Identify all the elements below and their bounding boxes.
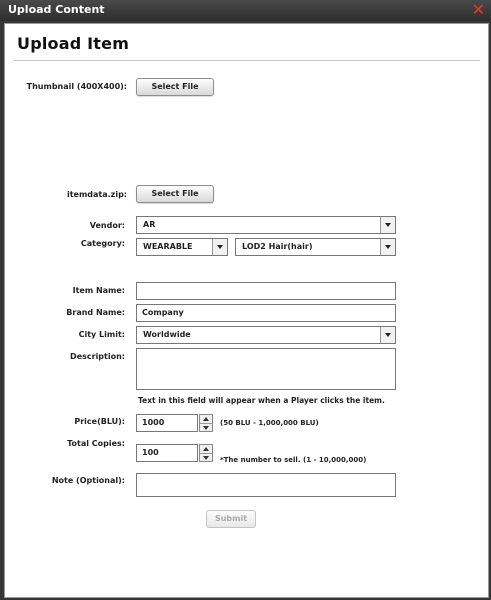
city-limit-select[interactable] (136, 326, 396, 344)
upload-panel (4, 23, 489, 598)
category-value: WEARABLE (143, 242, 193, 251)
vendor-value: AR (143, 220, 156, 229)
vendor-label: Vendor: (89, 221, 125, 230)
total-copies-label: Total Copies: (67, 439, 125, 448)
price-input[interactable] (136, 414, 198, 432)
divider (13, 60, 480, 61)
description-label: Description: (70, 352, 125, 361)
submit-button[interactable]: Submit (206, 510, 256, 528)
itemdata-select-file-button[interactable]: Select File (136, 185, 214, 203)
copies-stepper[interactable] (199, 444, 213, 462)
stepper-up-icon[interactable] (200, 415, 212, 424)
subcategory-value: LOD2 Hair(hair) (242, 242, 313, 251)
brand-name-value: Company (142, 308, 184, 317)
description-hint: Text in this field will appear when a Player clicks the item. (138, 396, 385, 405)
brand-name-input[interactable] (136, 304, 396, 322)
chevron-down-icon[interactable] (380, 327, 395, 343)
page-title: Upload Item (17, 34, 130, 53)
itemdata-label: itemdata.zip: (66, 190, 127, 199)
copies-note: *The number to sell. (220, 456, 301, 464)
chevron-down-icon[interactable] (380, 239, 395, 255)
price-value: 1000 (142, 418, 165, 427)
title-bar (0, 0, 491, 21)
price-range: (50 BLU - 1,000,000 BLU) (220, 419, 319, 427)
item-name-label: Item Name: (72, 286, 125, 295)
city-limit-value: Worldwide (143, 330, 191, 339)
chevron-down-icon[interactable] (212, 239, 227, 255)
category-select[interactable] (136, 238, 228, 256)
window-title: Upload Content (8, 3, 105, 16)
price-label: Price(BLU): (74, 417, 125, 426)
category-label: Category: (80, 239, 125, 248)
stepper-up-icon[interactable] (200, 445, 212, 454)
close-icon[interactable]: ✕ (471, 0, 485, 19)
total-copies-value: 100 (142, 448, 159, 457)
price-stepper[interactable] (199, 414, 213, 432)
thumbnail-label: Thumbnail (400X400): (26, 82, 127, 91)
note-optional-input[interactable] (136, 473, 396, 497)
brand-name-label: Brand Name: (66, 308, 125, 317)
subcategory-select[interactable] (235, 238, 396, 256)
total-copies-input[interactable] (136, 444, 198, 462)
city-limit-label: City Limit: (78, 330, 125, 339)
chevron-down-icon[interactable] (380, 217, 395, 233)
thumbnail-select-file-button[interactable]: Select File (136, 78, 214, 96)
note-optional-label: Note (Optional): (51, 476, 125, 485)
item-name-input[interactable] (136, 282, 396, 300)
copies-range: (1 - 10,000,000) (303, 456, 367, 464)
description-textarea[interactable] (136, 348, 396, 390)
vendor-select[interactable] (136, 216, 396, 234)
